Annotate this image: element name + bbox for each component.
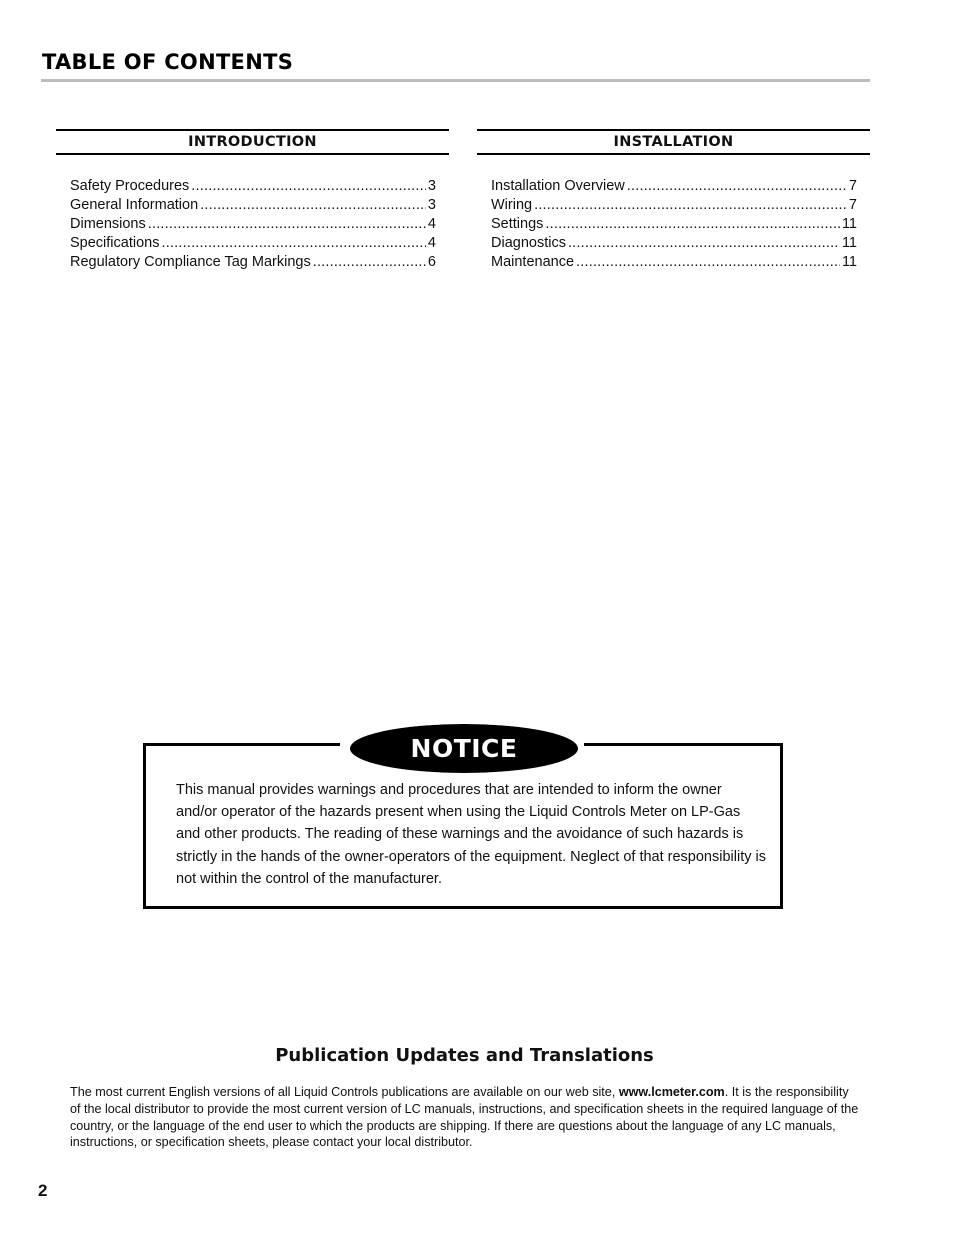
title-divider — [41, 79, 870, 82]
toc-entry[interactable] — [491, 234, 857, 253]
notice-badge: NOTICE — [348, 724, 580, 773]
toc-entry-page: 11 — [841, 216, 857, 232]
toc-entry-page: 4 — [427, 216, 436, 232]
toc-entry-label: Regulatory Compliance Tag Markings — [70, 254, 311, 270]
toc-entry[interactable] — [491, 253, 857, 272]
toc-leader-dots — [148, 215, 426, 234]
toc-section-heading: INTRODUCTION — [56, 129, 449, 155]
toc-entry-label: Safety Procedures — [70, 178, 190, 194]
toc-entry-label: General Information — [70, 197, 199, 213]
toc-list — [56, 177, 449, 272]
toc-entry-page: 11 — [841, 254, 857, 270]
toc-section-introduction — [56, 129, 449, 272]
toc-leader-dots — [545, 215, 840, 234]
toc-entry-page: 7 — [848, 178, 857, 194]
toc-entry-label: Specifications — [70, 235, 160, 251]
toc-section-installation — [477, 129, 870, 272]
toc-entry-page: 11 — [841, 235, 857, 251]
toc-entry-page: 3 — [427, 197, 436, 213]
toc-entry[interactable] — [70, 253, 436, 272]
website-link[interactable]: www.lcmeter.com — [618, 1085, 725, 1099]
toc-leader-dots — [191, 177, 426, 196]
toc-entry-page: 3 — [427, 178, 436, 194]
toc-entry-label: Installation Overview — [491, 178, 625, 194]
toc-entry-page: 6 — [427, 254, 436, 270]
page-number: 2 — [38, 1181, 48, 1200]
toc-entry-label: Settings — [491, 216, 544, 232]
toc-leader-dots — [313, 253, 426, 272]
toc-leader-dots — [534, 196, 847, 215]
toc-entry[interactable] — [70, 234, 436, 253]
toc-entry[interactable] — [70, 177, 436, 196]
toc-entry-label: Maintenance — [491, 254, 575, 270]
page-title: TABLE OF CONTENTS — [42, 50, 294, 74]
publication-text-rest: . It is the responsibility of the local distributor to provide the most current version of LC manuals, instructions, and specification sheets in the required language of the country, or the language of the end user to which the products are shipping. If there are questions about the language of any LC manuals, instructions, or specification sheets, please contact your local distributor. — [70, 1085, 859, 1150]
toc-leader-dots — [200, 196, 426, 215]
toc-entry-label: Wiring — [491, 197, 533, 213]
notice-text: This manual provides warnings and procedures that are intended to inform the owner and/or operator of the hazards present when using the Liquid Controls Meter on LP-Gas and other products. The reading of these warnings and the avoidance of such hazards is strictly in the hands of the owner-operators of the equipment. Neglect of that responsibility is not within the control of the manufacturer. — [176, 782, 766, 887]
toc-entry[interactable] — [491, 196, 857, 215]
toc-entry[interactable] — [491, 177, 857, 196]
toc-entry[interactable] — [491, 215, 857, 234]
toc-entry-label: Diagnostics — [491, 235, 566, 251]
toc-leader-dots — [627, 177, 847, 196]
publication-heading: Publication Updates and Translations — [275, 1045, 654, 1066]
toc-entry[interactable] — [70, 196, 436, 215]
toc-entry-page: 7 — [848, 197, 857, 213]
toc-list — [477, 177, 870, 272]
toc-entry-label: Dimensions — [70, 216, 146, 232]
toc-entry-page: 4 — [427, 235, 436, 251]
toc-leader-dots — [161, 234, 425, 253]
toc-entry[interactable] — [70, 215, 436, 234]
toc-leader-dots — [568, 234, 840, 253]
toc-section-heading: INSTALLATION — [477, 129, 870, 155]
toc-leader-dots — [576, 253, 840, 272]
publication-text — [70, 1084, 860, 1151]
publication-text-intro: The most current English versions of all Liquid Controls publications are available on our web site, — [70, 1085, 619, 1099]
